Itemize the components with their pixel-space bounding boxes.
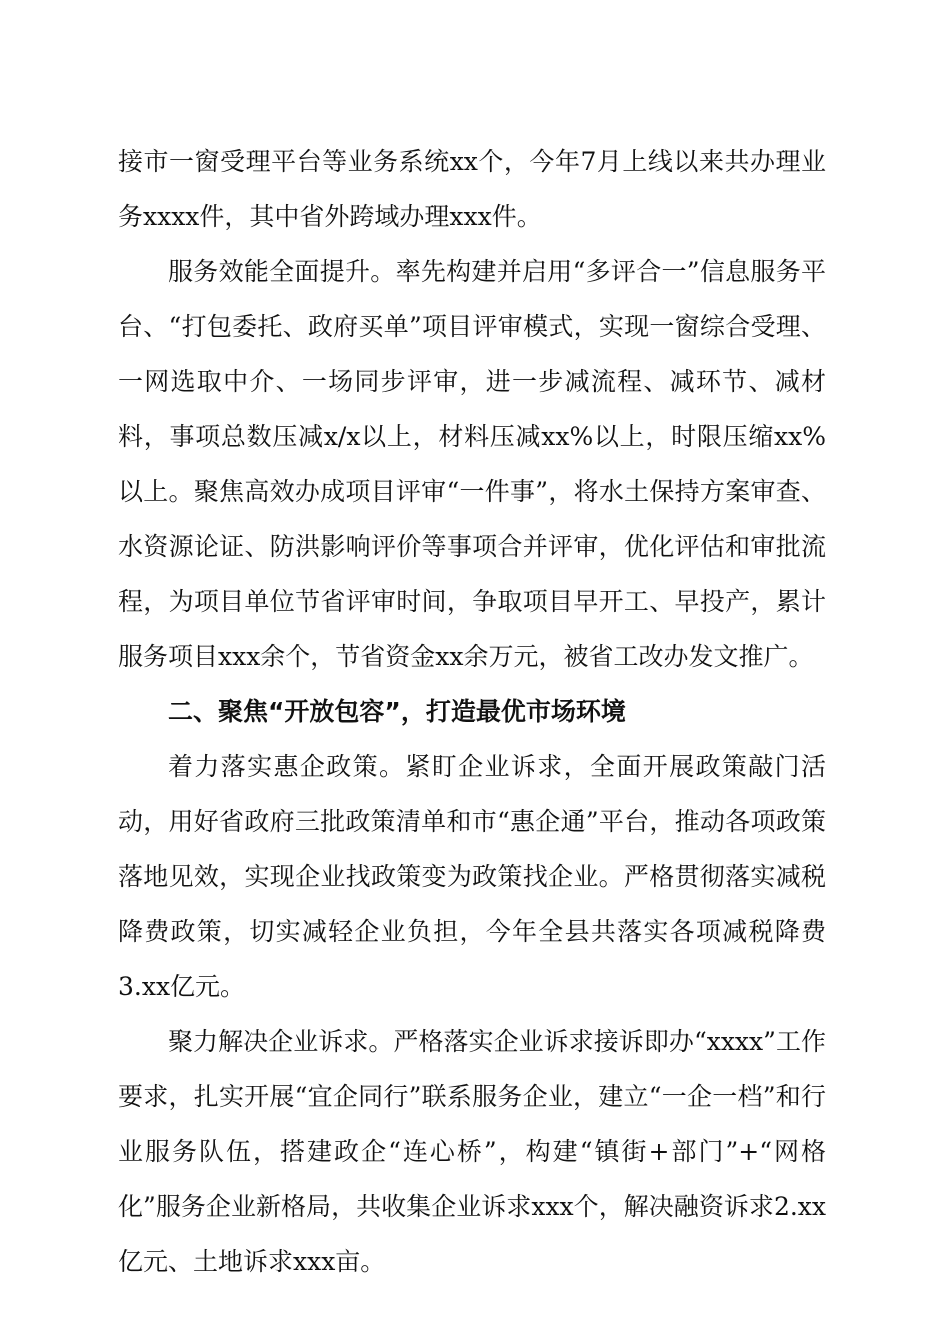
document-page (118, 134, 826, 1289)
paragraph-enterprise-demands: 聚力解决企业诉求。严格落实企业诉求接诉即办“xxxx”工作要求，扎实开展“宜企同行”联系服务企业，建立“一企一档”和行业服务队伍，搭建政企“连心桥”，构建“镇街+部门”+“网格化”服务企业新格局，共收集企业诉求xxx个，解决融资诉求2.xx亿元、土地诉求xxx亩。 (118, 1027, 826, 1276)
paragraph-service-efficiency: 服务效能全面提升。率先构建并启用“多评合一”信息服务平台、“打包委托、政府买单”项目评审模式，实现一窗综合受理、一网选取中介、一场同步评审，进一步减流程、减环节、减材料，事项总数压减x/x以上，材料压减xx%以上，时限压缩xx%以上。聚焦高效办成项目评审“一件事”，将水土保持方案审查、水资源论证、防洪影响评价等事项合并评审，优化评估和审批流程，为项目单位节省评审时间，争取项目早开工、早投产，累计服务项目xxx余个，节省资金xx余万元，被省工改办发文推广。 (118, 257, 826, 671)
paragraph-continuation: 接市一窗受理平台等业务系统xx个，今年7月上线以来共办理业务xxxx件，其中省外跨域办理xxx件。 (118, 147, 826, 231)
paragraph-enterprise-policy: 着力落实惠企政策。紧盯企业诉求，全面开展政策敲门活动，用好省政府三批政策清单和市“惠企通”平台，推动各项政策落地见效，实现企业找政策变为政策找企业。严格贯彻落实减税降费政策，切实减轻企业负担，今年全县共落实各项减税降费3.xx亿元。 (118, 752, 826, 1001)
section-heading: 二、聚焦“开放包容”，打造最优市场环境 (168, 697, 626, 726)
